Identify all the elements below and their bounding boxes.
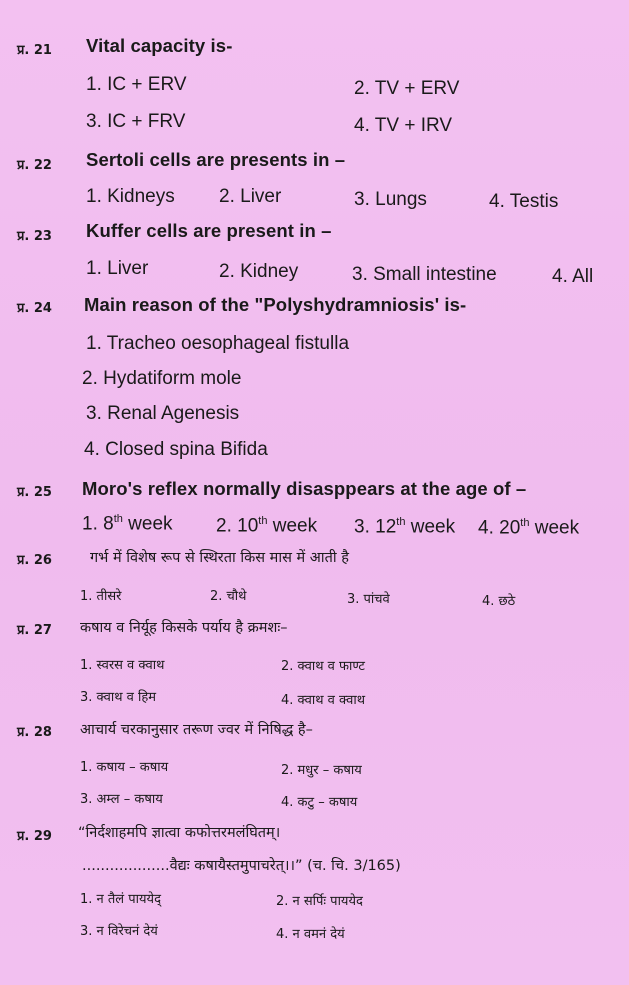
question-text: “निर्दशाहमपि ज्ञात्वा कफोत्तरमलंघितम्। xyxy=(78,825,281,841)
option: 1. Kidneys xyxy=(86,186,175,207)
option: 4. Testis xyxy=(489,191,559,212)
question-number: प्र. 26 xyxy=(17,553,52,568)
question-text: Vital capacity is- xyxy=(86,35,233,56)
option: 2. Kidney xyxy=(219,261,299,282)
question-number: प्र. 29 xyxy=(17,829,52,844)
option: 2. चौथे xyxy=(210,589,247,604)
option: 3. अम्ल – कषाय xyxy=(80,792,163,807)
option: 3. Renal Agenesis xyxy=(86,403,240,424)
question-text: आचार्य चरकानुसार तरूण ज्वर में निषिद्ध है– xyxy=(80,722,313,738)
option: 2. मधुर – कषाय xyxy=(281,763,362,778)
question-text: Moro's reflex normally disasppears at the age of – xyxy=(82,478,527,499)
question-number: प्र. 21 xyxy=(17,43,52,58)
question-text: Kuffer cells are present in – xyxy=(86,220,332,241)
option: 4. All xyxy=(552,266,594,287)
option: 4. Closed spina Bifida xyxy=(84,439,268,460)
question-number: प्र. 24 xyxy=(17,301,52,316)
question-text: Main reason of the "Polyshydramniosis' is- xyxy=(84,294,467,315)
option: 3. Lungs xyxy=(354,189,427,210)
option: 1. स्वरस व क्वाथ xyxy=(80,658,165,673)
option: 2. Liver xyxy=(219,186,282,207)
question-number: प्र. 23 xyxy=(17,229,52,244)
question-number: प्र. 25 xyxy=(17,485,52,500)
option: 1. न तैलं पाययेद् xyxy=(80,892,161,907)
option: 2. न सर्पिः पाययेद xyxy=(276,894,363,909)
question-text: कषाय व निर्यूह किसके पर्याय है क्रमशः– xyxy=(80,620,288,636)
question-number: प्र. 28 xyxy=(17,725,52,740)
option: 4. कटु – कषाय xyxy=(281,795,358,810)
option: 1. 8th week xyxy=(82,513,173,535)
option: 4. छठे xyxy=(482,594,516,609)
option: 1. IC + ERV xyxy=(86,74,187,95)
option: 2. क्वाथ व फाण्ट xyxy=(281,659,365,674)
option: 3. IC + FRV xyxy=(86,111,186,132)
option: 1. कषाय – कषाय xyxy=(80,760,169,775)
question-number: प्र. 22 xyxy=(17,158,52,173)
option: 4. क्वाथ व क्वाथ xyxy=(281,693,366,708)
option: 3. न विरेचनं देयं xyxy=(80,924,158,939)
option: 4. 20th week xyxy=(478,517,580,539)
option: 4. TV + IRV xyxy=(354,115,453,136)
option: 3. क्वाथ व हिम xyxy=(80,690,157,705)
option: 1. Tracheo oesophageal fistulla xyxy=(86,333,350,354)
question-text-line2: ...................वैद्यः कषायैस्तमुपाचरेत्।।” (च. चि. 3/165) xyxy=(82,858,401,874)
option: 1. Liver xyxy=(86,258,149,279)
question-number: प्र. 27 xyxy=(17,623,52,638)
option: 2. 10th week xyxy=(216,515,318,537)
option: 3. Small intestine xyxy=(352,264,497,285)
option: 3. 12th week xyxy=(354,516,456,538)
option: 2. TV + ERV xyxy=(354,78,460,99)
option: 1. तीसरे xyxy=(80,589,122,604)
question-text: गर्भ में विशेष रूप से स्थिरता किस मास में आती है xyxy=(90,550,349,566)
question-text: Sertoli cells are presents in – xyxy=(86,149,346,170)
option: 3. पांचवे xyxy=(347,592,390,607)
option: 2. Hydatiform mole xyxy=(82,368,242,389)
option: 4. न वमनं देयं xyxy=(276,927,345,942)
